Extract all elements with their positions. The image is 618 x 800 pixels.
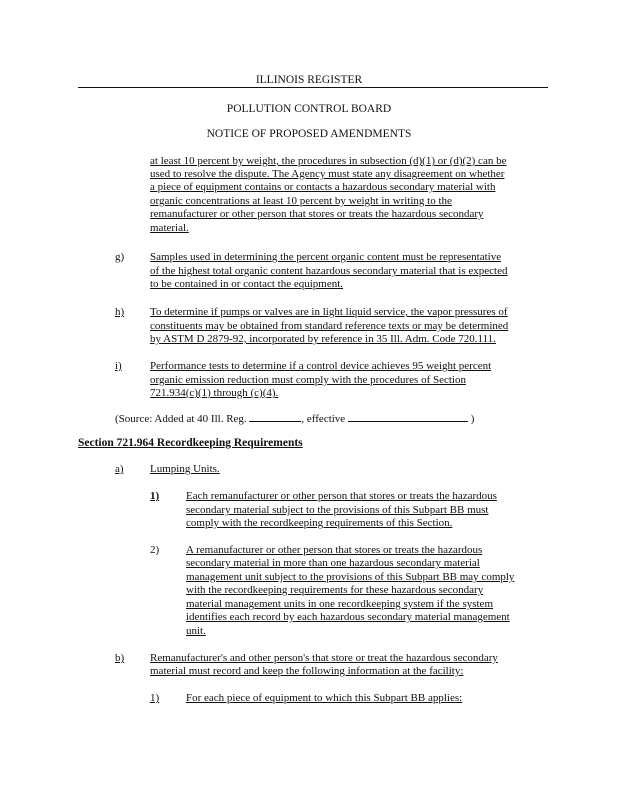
item-a2-line-5: material management units in one recordkeeping system if the system [186, 598, 493, 610]
item-a-label: a) [115, 463, 124, 475]
register-title: ILLINOIS REGISTER [255, 74, 363, 86]
item-a2-line-4: with the recordkeeping requirements for these hazardous secondary [186, 584, 484, 596]
item-a2-line-2: secondary material in more than one hazardous secondary material [186, 557, 480, 569]
item-a-text: Lumping Units. [150, 463, 220, 475]
item-a1-line-2: secondary material subject to the provisions of this Subpart BB must [186, 504, 489, 516]
item-h-line-2: constituents may be obtained from standard reference texts or may be determined [150, 320, 509, 332]
continuation-line-3: a piece of equipment contains or contacts a hazardous secondary material with [150, 181, 496, 193]
item-a2-line-1: A remanufacturer or other person that stores or treats the hazardous [186, 544, 483, 556]
notice-title: NOTICE OF PROPOSED AMENDMENTS [206, 128, 412, 140]
item-b1-label: 1) [150, 692, 160, 704]
item-a2-line-7: unit. [186, 625, 206, 637]
item-h-label: h) [115, 306, 125, 318]
section-heading: Section 721.964 Recordkeeping Requirements [78, 437, 303, 449]
item-a1-label: 1) [150, 490, 160, 502]
item-b-line-2: material must record and keep the following information at the facility: [150, 665, 464, 677]
item-h-line-1: To determine if pumps or valves are in light liquid service, the vapor pressures of [150, 306, 508, 318]
item-b1-text: For each piece of equipment to which this Subpart BB applies: [186, 692, 463, 704]
item-a2-label: 2) [150, 544, 160, 556]
continuation-line-6: material. [150, 222, 189, 234]
item-h-line-3: by ASTM D 2879-92, incorporated by reference in 35 Ill. Adm. Code 720.111. [150, 333, 496, 345]
item-a2-line-3: management unit subject to the provisions of this Subpart BB may comply [186, 571, 515, 583]
continuation-line-2: used to resolve the dispute. The Agency must state any disagreement on whether [150, 168, 505, 180]
continuation-line-5: remanufacturer or other person that stores or treats the hazardous secondary [150, 208, 484, 220]
continuation-line-1: at least 10 percent by weight, the procedures in subsection (d)(1) or (d)(2) can be [150, 155, 507, 167]
item-b-label: b) [115, 652, 125, 664]
item-i-label: i) [115, 360, 122, 372]
source-note: (Source: Added at 40 Ill. Reg. , effective ) [115, 413, 475, 425]
item-a2-line-6: identifies each record by each hazardous secondary material management [186, 611, 510, 623]
header-rule [78, 87, 548, 88]
effective-date-blank [348, 411, 468, 422]
item-i-line-3: 721.934(c)(1) through (c)(4). [150, 387, 279, 399]
item-g-line-2: of the highest total organic content hazardous secondary material that is expected [150, 265, 508, 277]
item-g-label: g) [115, 251, 125, 263]
item-g-line-3: to be contained in or contact the equipment. [150, 278, 344, 290]
continuation-line-4: organic concentrations at least 10 percent by weight in writing to the [150, 195, 452, 207]
board-title: POLLUTION CONTROL BOARD [226, 103, 392, 115]
volume-blank [249, 411, 301, 422]
item-g-line-1: Samples used in determining the percent organic content must be representative [150, 251, 502, 263]
item-i-line-2: organic emission reduction must comply with the procedures of Section [150, 374, 466, 386]
item-a1-line-1: Each remanufacturer or other person that stores or treats the hazardous [186, 490, 497, 502]
item-a1-line-3: comply with the recordkeeping requirements of this Section. [186, 517, 453, 529]
item-b-line-1: Remanufacturer's and other person's that store or treat the hazardous secondary [150, 652, 498, 664]
item-i-line-1: Performance tests to determine if a control device achieves 95 weight percent [150, 360, 492, 372]
